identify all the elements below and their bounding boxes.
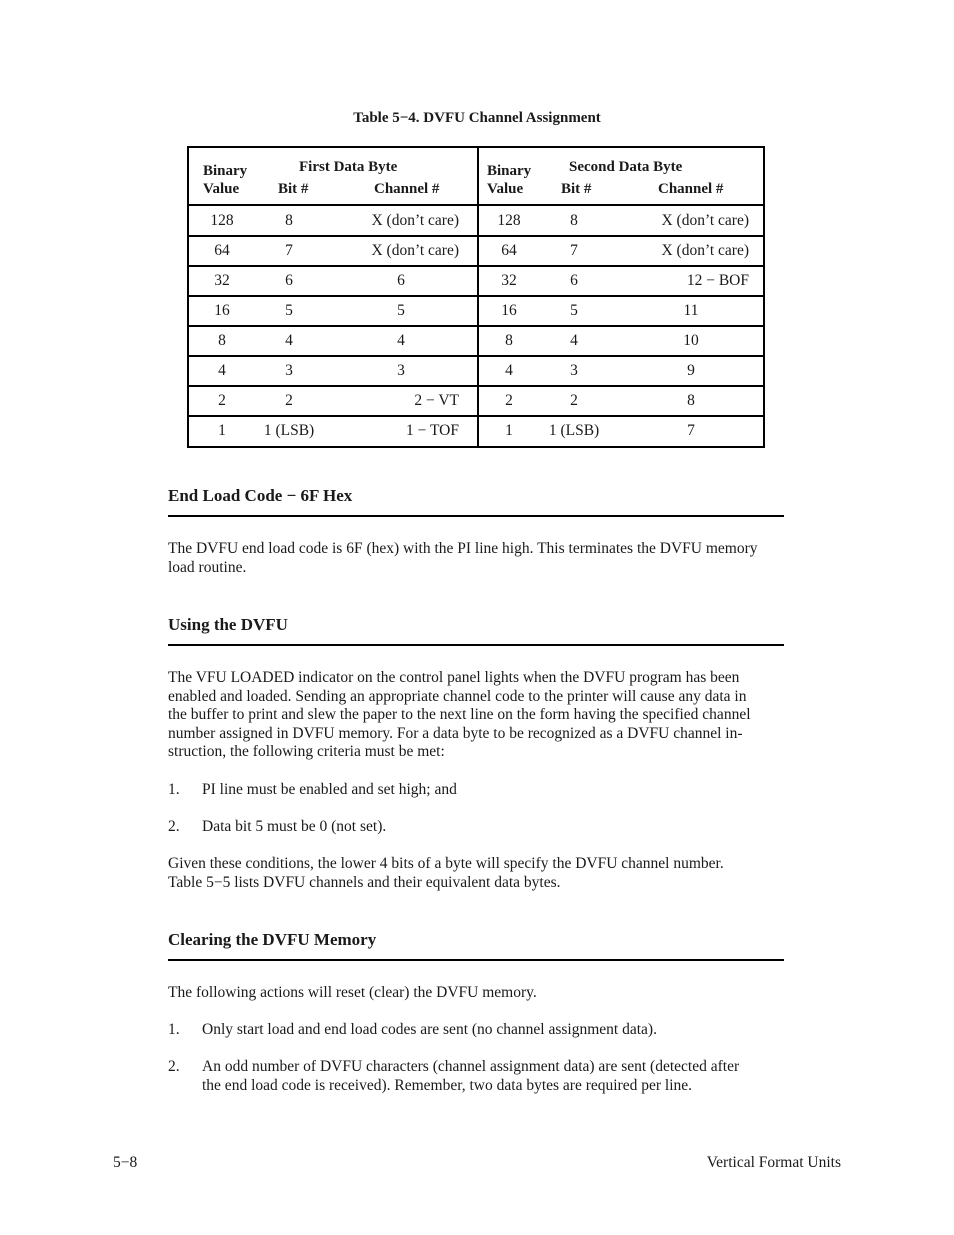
heading-rule bbox=[168, 515, 784, 517]
list-number: 2. bbox=[168, 818, 180, 835]
paragraph-clearing-intro: The following actions will reset (clear) the DVFU memory. bbox=[168, 984, 537, 1001]
col-header-bit-2: Bit # bbox=[561, 181, 592, 197]
table-cell: 6 bbox=[285, 272, 293, 289]
table-cell: 6 bbox=[397, 272, 405, 289]
paragraph-using-dvfu bbox=[168, 669, 786, 762]
table-cell: 2 bbox=[218, 392, 226, 409]
table-cell: 16 bbox=[501, 302, 517, 319]
list-item: PI line must be enabled and set high; and bbox=[202, 781, 457, 798]
heading-rule bbox=[168, 644, 784, 646]
text-line: Only start load and end load codes are sent (no channel assignment data). bbox=[202, 1021, 657, 1038]
table-cell: 128 bbox=[210, 212, 234, 229]
table-cell: 2 − VT bbox=[414, 392, 459, 409]
text-line: the buffer to print and slew the paper to the next line on the form having the specified channel bbox=[168, 706, 751, 723]
col-header-channel-1: Channel # bbox=[374, 181, 440, 197]
table-cell: 4 bbox=[570, 332, 578, 349]
list-item bbox=[202, 1021, 786, 1040]
table-cell: 5 bbox=[570, 302, 578, 319]
col-header-bit-1: Bit # bbox=[278, 181, 309, 197]
table-cell: 8 bbox=[218, 332, 226, 349]
table-cell: 4 bbox=[285, 332, 293, 349]
col-header-binary-value-2-top: Binary bbox=[487, 163, 532, 179]
dvfu-channel-table bbox=[187, 146, 765, 448]
text-line: enabled and loaded. Sending an appropriate channel code to the printer will cause any data in bbox=[168, 687, 747, 705]
text-line: Given these conditions, the lower 4 bits of a byte will specify the DVFU channel number. bbox=[168, 855, 724, 872]
table-cell: 2 bbox=[570, 392, 578, 409]
table-row-divider bbox=[189, 325, 763, 327]
table-cell: 64 bbox=[501, 242, 517, 259]
table-cell: 1 bbox=[218, 422, 226, 439]
table-cell: 128 bbox=[497, 212, 521, 229]
table-row-divider bbox=[189, 265, 763, 267]
table-cell: 32 bbox=[214, 272, 230, 289]
table-cell: 64 bbox=[214, 242, 230, 259]
table-header-rule bbox=[189, 204, 763, 206]
text-line: The VFU LOADED indicator on the control panel lights when the DVFU program has been bbox=[168, 669, 740, 686]
heading-clearing-dvfu-memory: Clearing the DVFU Memory bbox=[168, 930, 377, 949]
table-cell: 4 bbox=[505, 362, 513, 379]
list-item bbox=[202, 1058, 786, 1095]
text-line: The DVFU end load code is 6F (hex) with the PI line high. This terminates the DVFU memory bbox=[168, 540, 758, 557]
list-number: 1. bbox=[168, 781, 180, 798]
text-line: Table 5−5 lists DVFU channels and their equivalent data bytes. bbox=[168, 873, 561, 891]
text-line: load routine. bbox=[168, 558, 247, 576]
list-number: 1. bbox=[168, 1021, 180, 1038]
table-cell: X (don’t care) bbox=[661, 242, 749, 259]
table-cell: 1 (LSB) bbox=[263, 422, 315, 439]
table-cell: 2 bbox=[505, 392, 513, 409]
heading-rule bbox=[168, 959, 784, 961]
heading-using-dvfu: Using the DVFU bbox=[168, 615, 288, 634]
table-row-divider bbox=[189, 415, 763, 417]
table-cell: 32 bbox=[501, 272, 517, 289]
text-line: struction, the following criteria must be met: bbox=[168, 743, 445, 760]
table-row-divider bbox=[189, 235, 763, 237]
table-cell: 9 bbox=[687, 362, 695, 379]
table-cell: 2 bbox=[285, 392, 293, 409]
table-cell: 1 (LSB) bbox=[548, 422, 600, 439]
heading-end-load-code: End Load Code − 6F Hex bbox=[168, 486, 353, 505]
table-caption: Table 5−4. DVFU Channel Assignment bbox=[353, 110, 601, 126]
table-cell: 5 bbox=[397, 302, 405, 319]
table-cell: 1 − TOF bbox=[406, 422, 459, 439]
table-cell: 7 bbox=[570, 242, 578, 259]
table-cell: 4 bbox=[218, 362, 226, 379]
table-cell: 1 bbox=[505, 422, 513, 439]
table-cell: X (don’t care) bbox=[371, 242, 459, 259]
table-cell: 8 bbox=[285, 212, 293, 229]
table-cell: 16 bbox=[214, 302, 230, 319]
table-cell: X (don’t care) bbox=[371, 212, 459, 229]
table-cell: 3 bbox=[397, 362, 405, 379]
chapter-title: Vertical Format Units bbox=[706, 1154, 841, 1171]
table-row-divider bbox=[189, 355, 763, 357]
col-header-binary-value-1-top: Binary bbox=[203, 163, 248, 179]
table-cell: 8 bbox=[505, 332, 513, 349]
table-cell: 8 bbox=[687, 392, 695, 409]
table-row-divider bbox=[189, 295, 763, 297]
table-cell: 5 bbox=[285, 302, 293, 319]
list-number: 2. bbox=[168, 1058, 180, 1075]
paragraph-conditions bbox=[168, 855, 786, 892]
col-header-binary-value-2-bottom: Value bbox=[487, 181, 524, 197]
table-cell: 12 − BOF bbox=[686, 272, 749, 289]
table-cell: 10 bbox=[683, 332, 699, 349]
paragraph-end-load bbox=[168, 540, 786, 577]
page-number: 5−8 bbox=[113, 1154, 138, 1171]
table-cell: 8 bbox=[570, 212, 578, 229]
col-header-channel-2: Channel # bbox=[658, 181, 724, 197]
col-header-binary-value-1-bottom: Value bbox=[203, 181, 240, 197]
table-cell: 3 bbox=[285, 362, 293, 379]
text-line: the end load code is received). Remember, two data bytes are required per line. bbox=[202, 1076, 693, 1094]
group-header-second-data-byte: Second Data Byte bbox=[569, 159, 683, 175]
table-cell: 7 bbox=[285, 242, 293, 259]
table-group-divider bbox=[477, 148, 479, 446]
table-cell: 4 bbox=[397, 332, 405, 349]
table-cell: 3 bbox=[570, 362, 578, 379]
table-cell: 11 bbox=[683, 302, 699, 319]
table-cell: X (don’t care) bbox=[661, 212, 749, 229]
text-line: An odd number of DVFU characters (channel assignment data) are sent (detected after bbox=[202, 1058, 740, 1075]
list-item: Data bit 5 must be 0 (not set). bbox=[202, 818, 387, 835]
table-cell: 6 bbox=[570, 272, 578, 289]
group-header-first-data-byte: First Data Byte bbox=[299, 159, 398, 175]
table-cell: 7 bbox=[687, 422, 695, 439]
text-line: number assigned in DVFU memory. For a data byte to be recognized as a DVFU channel in- bbox=[168, 724, 743, 742]
table-row-divider bbox=[189, 385, 763, 387]
